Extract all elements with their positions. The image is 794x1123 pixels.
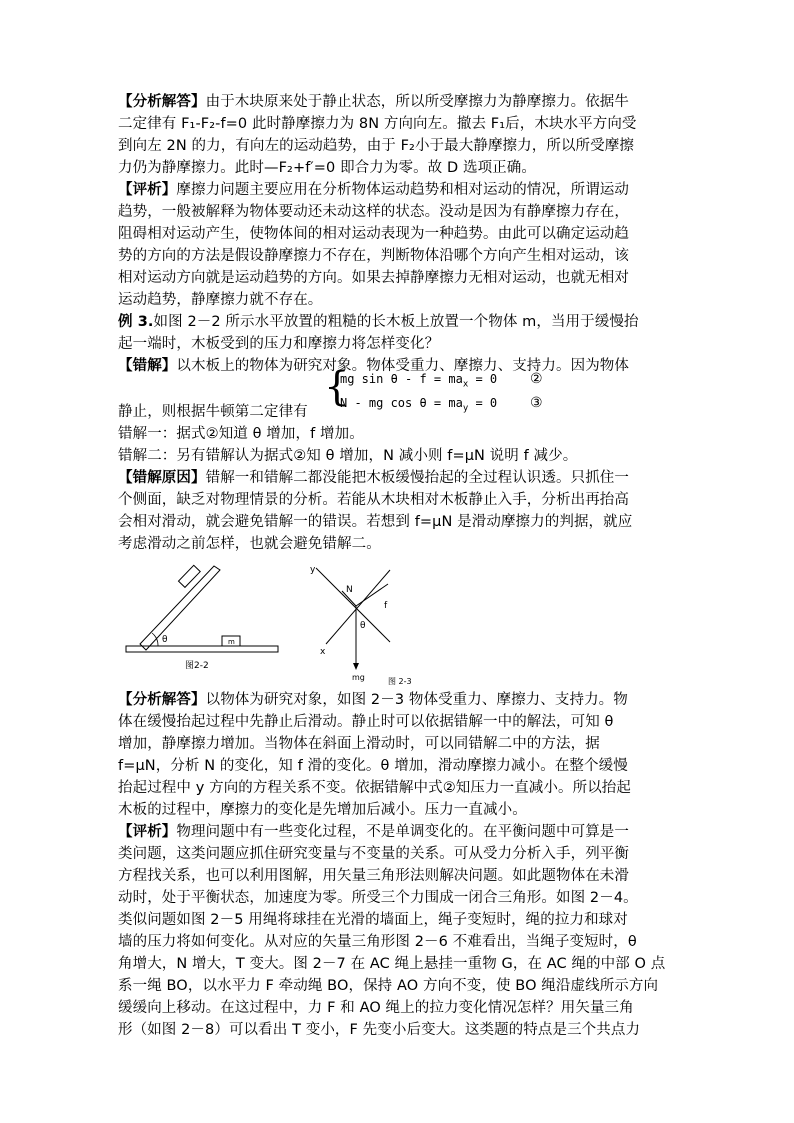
reason-line: 【错解原因】错解一和错解二都没能把木板缓慢抬起的全过程认识透。只抓住一 xyxy=(118,470,630,486)
x-axis-label: x xyxy=(320,647,326,657)
wrong-line: 【错解】以木板上的物体为研究对象。物体受重力、摩擦力、支持力。因为物体 xyxy=(118,358,630,374)
comment-line: 势的方向的方法是假设静摩擦力不存在，判断物体沿哪个方向产生相对运动，该 xyxy=(118,248,629,264)
wrong-heading: 【错解】 xyxy=(118,358,177,374)
figure-caption: 图2-2 xyxy=(185,661,209,671)
comment-heading: 【评析】 xyxy=(118,182,177,198)
inclined-board xyxy=(140,566,220,650)
reason-line: 考虑滑动之前怎样，也就会避免错解二。 xyxy=(118,536,381,552)
example-line: 起一端时，木板受到的压力和摩擦力将怎样变化？ xyxy=(118,336,440,352)
reason-heading: 【错解原因】 xyxy=(118,470,206,486)
reason-line: 会相对滑动，就会避免错解一的错误。若想到 f=μN 是滑动摩擦力的判据，就应 xyxy=(118,514,633,530)
analysis2-heading: 【分析解答】 xyxy=(118,692,206,708)
analysis2-line: 抬起过程中 y 方向的方程关系不变。依据错解中式②知压力一直减小。所以抬起 xyxy=(118,780,631,796)
y-axis-label: y xyxy=(310,565,316,575)
comment2-heading: 【评析】 xyxy=(118,824,177,840)
analysis2-line: 增加，静摩擦力增加。当物体在斜面上滑动时，可以同错解二中的方法，据 xyxy=(118,736,600,752)
equation-brace: { xyxy=(324,364,350,410)
comment2-line: 缓缓向上移动。在这过程中，力 F 和 AO 绳上的拉力变化情况怎样？用矢量三角 xyxy=(118,1000,634,1016)
comment-line: 运动趋势，静摩擦力就不存在。 xyxy=(118,292,323,308)
analysis2-line: 【分析解答】以物体为研究对象，如图 2－3 物体受重力、摩擦力、支持力。物 xyxy=(118,692,628,708)
comment-line: 趋势，一般被解释为物体要动还未动这样的状态。没动是因为有静摩擦力存在， xyxy=(118,204,629,220)
equation-3-number: ③ xyxy=(530,395,543,411)
analysis-line: 【分析解答】由于木块原来处于静止状态，所以所受摩擦力为静摩擦力。依据牛 xyxy=(118,94,630,110)
comment-line: 相对运动方向就是运动趋势的方向。如果去掉静摩擦力无相对运动，也就无相对 xyxy=(118,270,629,286)
normal-force-label: N xyxy=(346,585,353,595)
comment2-line: 类问题，这类问题应抓住研究变量与不变量的关系。可从受力分析入手，列平衡 xyxy=(118,846,629,862)
analysis-heading: 【分析解答】 xyxy=(118,94,206,110)
comment-line: 【评析】摩擦力问题主要应用在分析物体运动趋势和相对运动的情况，所谓运动 xyxy=(118,182,630,198)
analysis-line: 二定律有 F₁-F₂-f=0 此时静摩擦力为 8N 方向向左。撤去 F₁后，木块水平方向受 xyxy=(118,116,637,132)
figure-2-3 xyxy=(306,562,416,688)
example-line: 例 3.如图 2－2 所示水平放置的粗糙的长木板上放置一个物体 m，当用于缓慢抬 xyxy=(118,314,639,330)
equation-2: mg $\sin \theta - f = ma_x = 0$ xyxy=(340,372,498,390)
analysis-line: 到向左 2N 的力，有向左的运动趋势，由于 F₂小于最大静摩擦力，所以所受摩擦 xyxy=(118,138,634,154)
block-label: m xyxy=(228,638,235,646)
analysis2-line: 木板的过程中，摩擦力的变化是先增加后减小。压力一直减小。 xyxy=(118,802,527,818)
angle-label: θ xyxy=(162,635,168,645)
friction-label: f xyxy=(384,601,388,611)
comment2-line: 动时，处于平衡状态，加速度为零。所受三个力围成一闭合三角形。如图 2－4。 xyxy=(118,890,638,906)
analysis-line: 力仍为静摩擦力。此时—F₂+f′=0 即合力为零。故 D 选项正确。 xyxy=(118,160,536,176)
angle-arc xyxy=(152,633,158,646)
wrong-line: 错解二：另有错解认为据式②知 θ 增加，N 减小则 f=μN 说明 f 减少。 xyxy=(118,448,578,464)
analysis2-line: f=μN，分析 N 的变化，知 f 滑的变化。θ 增加，滑动摩擦力减小。在整个缓慢 xyxy=(118,758,628,774)
figure-caption: 图 2-3 xyxy=(388,677,412,686)
wrong-line: 错解一：据式②知道 θ 增加，f 增加。 xyxy=(118,426,364,442)
analysis2-line: 体在缓慢抬起过程中先静止后滑动。静止时可以依据错解一中的解法，可知 θ xyxy=(118,714,614,730)
wrong-line: 静止，则根据牛顿第二定律有 xyxy=(118,404,308,420)
reason-line: 个侧面，缺乏对物理情景的分析。若能从木块相对木板静止入手，分析出再抬高 xyxy=(118,492,629,508)
comment2-line: 墙的压力将如何变化。从对应的矢量三角形图 2－6 不难看出，当绳子变短时，θ xyxy=(118,934,637,950)
comment2-line: 【评析】物理问题中有一些变化过程，不是单调变化的。在平衡问题中可算是一 xyxy=(118,824,630,840)
equation-3: N - mg $\cos \theta = ma_y = 0$ xyxy=(340,396,498,414)
comment2-line: 方程找关系，也可以利用图解，用矢量三角形法则解决问题。如此题物体在未滑 xyxy=(118,868,629,884)
comment2-line: 系一绳 BO，以水平力 F 牵动绳 BO，保持 AO 方向不变，使 BO 绳沿虚线所示方向 xyxy=(118,978,659,994)
example-label: 例 3. xyxy=(118,314,154,330)
gravity-arrowhead xyxy=(353,663,359,670)
y-axis-line xyxy=(316,568,390,642)
comment-line: 阻碍相对运动产生，使物体间的相对运动表现为一种趋势。由此可以确定运动趋 xyxy=(118,226,629,242)
equation-2-number: ② xyxy=(530,371,543,387)
comment2-line: 形（如图 2－8）可以看出 T 变小，F 先变小后变大。这类题的特点是三个共点力 xyxy=(118,1022,641,1038)
angle-label: θ xyxy=(360,621,366,631)
comment2-line: 角增大，N 增大，T 变大。图 2－7 在 AC 绳上悬挂一重物 G，在 AC 绳的中部 O 点 xyxy=(118,956,666,972)
gravity-label: mg xyxy=(352,673,365,682)
comment2-line: 类似问题如图 2－5 用绳将球挂在光滑的墙面上，绳子变短时，绳的拉力和球对 xyxy=(118,912,628,928)
